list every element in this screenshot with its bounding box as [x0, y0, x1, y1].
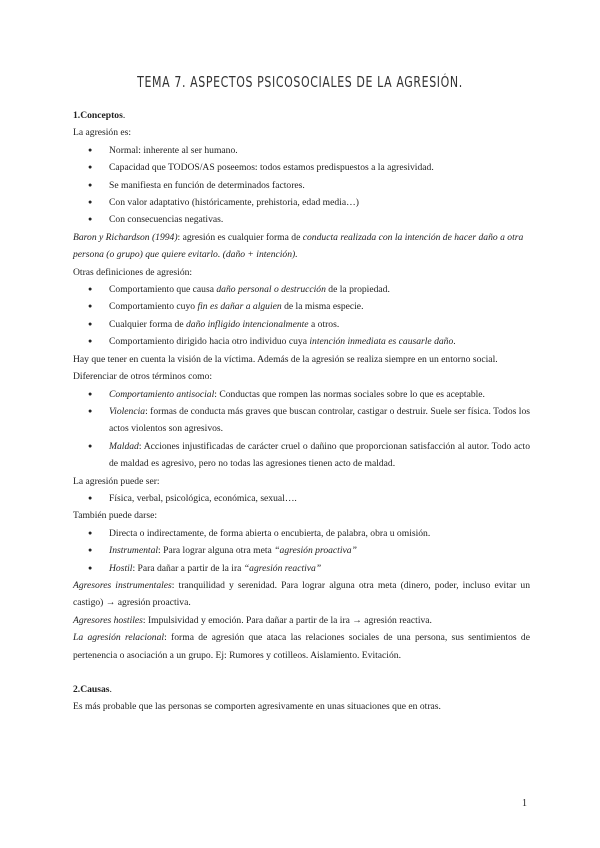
item-emphasis: Hostil [109, 562, 133, 574]
item-emphasis: daño personal o destrucción [216, 284, 326, 296]
paragraph-text: : Impulsividad y emoción. Para dañar a partir de la ira → agresión reactiva. [142, 614, 432, 626]
intro-text: La agresión es: [73, 127, 132, 139]
list-aggression-types [73, 490, 530, 507]
list-item: ● Con consecuencias negativas. [73, 211, 530, 228]
paragraph-text: : tranquilidad y serenidad. Para lograr alguna otra meta (dinero, poder, incluso evitar un castigo) → agresión proactiva. [73, 579, 530, 609]
hostile-paragraph [73, 612, 530, 629]
list-item [73, 386, 530, 403]
section2-heading: 2.Causas. [73, 684, 112, 695]
item-text: . [453, 336, 456, 348]
can-be-intro: La agresión puede ser: [73, 475, 160, 487]
list-item: ● Capacidad que TODOS/AS poseemos: todos estamos predispuestos a la agresividad. [73, 159, 530, 176]
instrumental-paragraph [73, 577, 530, 612]
item-quote: “agresión proactiva” [274, 545, 357, 557]
item-text: a otros. [308, 318, 340, 330]
list-item [73, 316, 530, 333]
list-item [73, 560, 530, 577]
list-item: ● Se manifiesta en función de determinados factores. [73, 177, 530, 194]
baron-text: : agresión es cualquier forma de [177, 231, 303, 243]
list-item: ● Con valor adaptativo (históricamente, prehistoria, edad media…) [73, 194, 530, 211]
item-text: de la misma especie. [281, 301, 364, 313]
item-emphasis: fin es dañar a alguien [197, 301, 282, 313]
document-body [73, 107, 530, 716]
paragraph-emphasis: Agresores instrumentales [73, 579, 172, 591]
relational-paragraph [73, 629, 530, 664]
item-emphasis: intención inmediata es causarle daño [309, 336, 454, 348]
item-quote: “agresión reactiva” [243, 562, 322, 574]
section2-text: Es más probable que las personas se comporten agresivamente en unas situaciones que en otras. [73, 701, 441, 713]
page-title: TEMA 7. ASPECTOS PSICOSOCIALES DE LA AGRESIÓN. [137, 73, 463, 92]
paragraph-emphasis: Agresores hostiles [73, 614, 143, 626]
list-other-definitions [73, 281, 530, 351]
list-item [73, 403, 530, 438]
item-text: : Para dañar a partir de la ira [132, 562, 244, 574]
baron-author: Baron y Richardson (1994) [73, 231, 178, 243]
paragraph-emphasis: La agresión relacional [73, 632, 165, 644]
term-definition: : formas de conducta más graves que buscan controlar, castigar o destruir. Suele ser física. Todos los actos violentos son agresivos. [109, 405, 530, 435]
list-item [73, 542, 530, 559]
term-name: Violencia [109, 405, 146, 417]
baron-emphasis: conducta realizada con la intención de hacer daño a otra persona (o grupo) que quiere evitarlo. (daño + intención). [73, 231, 524, 261]
spacer [73, 664, 530, 681]
other-definitions-intro: Otras definiciones de agresión: [73, 266, 193, 278]
section1-heading: 1.Conceptos. [73, 110, 126, 121]
list-aggression-traits [73, 142, 530, 229]
term-name: Comportamiento antisocial [109, 388, 215, 400]
item-text: Cualquier forma de [109, 318, 186, 330]
item-emphasis: Instrumental [109, 545, 159, 557]
term-definition: : Acciones injustificadas de carácter cruel o dañino que proporcionan satisfacción al autor. Todo acto de maldad es agresivo, pero no todas las agresiones tienen acto de maldad. [109, 440, 530, 470]
list-item [73, 438, 530, 473]
item-text: : Para lograr alguna otra meta [158, 545, 275, 557]
list-item: ● Directa o indirectamente, de forma abierta o encubierta, de palabra, obra u omisión. [73, 525, 530, 542]
section1-heading-text: 1.Conceptos [73, 110, 123, 121]
item-text: Comportamiento dirigido hacia otro individuo cuya [109, 336, 310, 348]
item-text: de la propiedad. [325, 284, 390, 296]
baron-definition [73, 229, 530, 264]
list-item [73, 298, 530, 315]
term-definition: : Conductas que rompen las normas sociales sobre lo que es aceptable. [214, 388, 485, 400]
item-emphasis: daño infligido intencionalmente [186, 318, 309, 330]
section2-heading-text: 2.Causas [73, 684, 110, 695]
victim-text: Hay que tener en cuenta la visión de la víctima. Además de la agresión se realiza siempre en un entorno social. [73, 353, 498, 365]
list-related-terms [73, 386, 530, 473]
term-name: Maldad [109, 440, 139, 452]
list-item [73, 333, 530, 350]
paragraph-text: : forma de agresión que ataca las relaciones sociales de una persona, sus sentimientos de pertenencia o asociación a un grupo. Ej: Rumores y cotilleos. Aislamiento. Evitación. [73, 632, 530, 661]
list-item [73, 281, 530, 298]
list-item: ● Normal: inherente al ser humano. [73, 142, 530, 159]
item-text: Comportamiento cuyo [109, 301, 198, 313]
item-text: Comportamiento que causa [109, 284, 217, 296]
differentiate-intro: Diferenciar de otros términos como: [73, 371, 213, 383]
also-intro: También puede darse: [73, 510, 158, 522]
list-aggression-forms [73, 525, 530, 577]
page-number: 1 [522, 798, 527, 809]
list-item: ● Física, verbal, psicológica, económica, sexual…. [73, 490, 530, 507]
